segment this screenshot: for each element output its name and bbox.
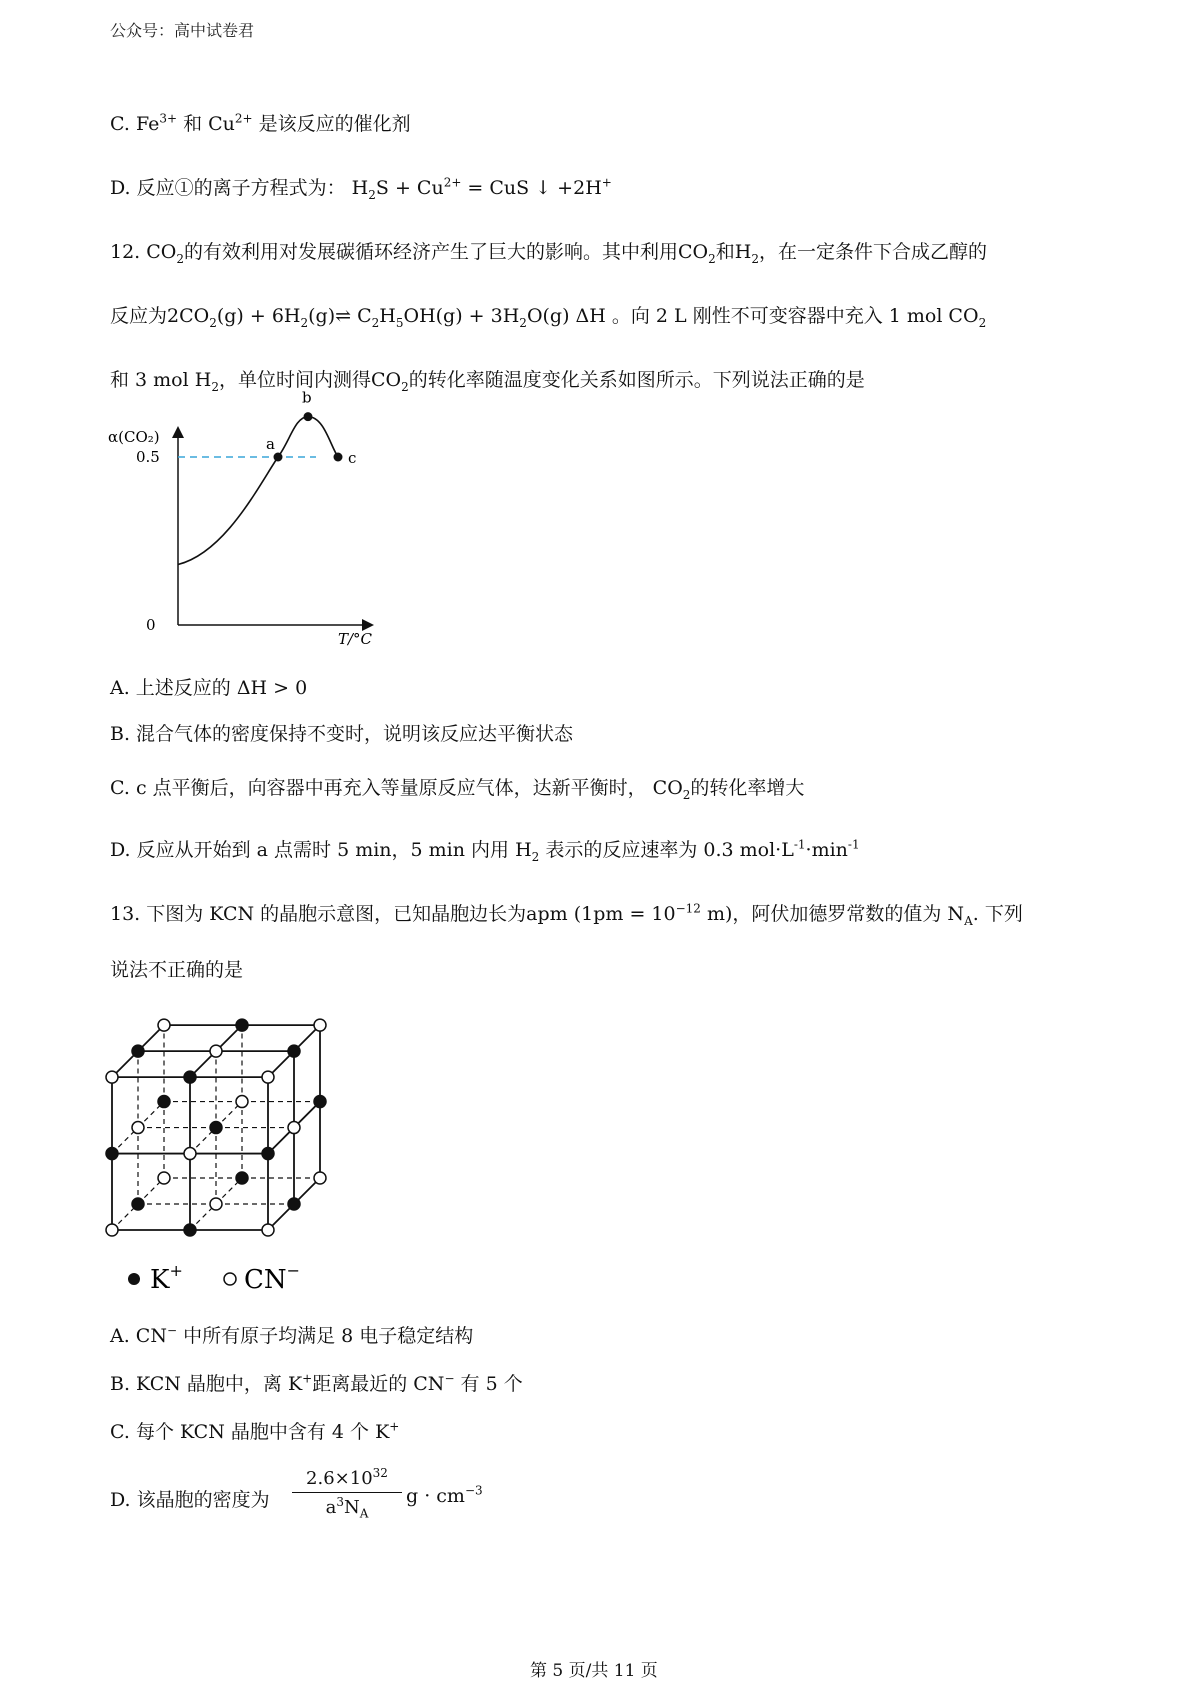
point-label-c: c	[348, 449, 357, 467]
k-ion	[288, 1045, 300, 1057]
q12-option-c: C. c 点平衡后，向容器中再充入等量原反应气体，达新平衡时， $CO_2$的转化率增大	[110, 777, 805, 802]
k-ion	[262, 1148, 274, 1160]
q13-option-d-label: D. 该晶胞的密度为	[110, 1489, 270, 1511]
k-ion	[158, 1096, 170, 1108]
q12-stem-line2: 反应为$2CO_2(g)$ + $6H_2(g)\rightleftharpoons$ $C_2H_5OH(g) + 3H_2O(g)$ ΔH 。向 2 L 刚性不可变容器中充入 1 mol $CO_2$	[110, 305, 987, 330]
q13-stem-line1: 13. 下图为 KCN 的晶胞示意图，已知晶胞边长为apm ($1pm = 10^{-12}$ m)，阿伏加德罗常数的值为 $N_A$. 下列	[110, 901, 1023, 928]
k-ion	[236, 1172, 248, 1184]
kcn-unit-cell-diagram	[100, 1000, 380, 1300]
q12-stem-line1: 12. $CO_2$的有效利用对发展碳循环经济产生了巨大的影响。其中利用$CO_2$和$H_2$，在一定条件下合成乙醇的	[110, 241, 988, 266]
density-unit: $g \cdot cm^{-3}$	[406, 1483, 483, 1507]
y-axis-label: α(CO₂)	[108, 428, 160, 446]
k-ion	[106, 1148, 118, 1160]
cn-ion	[158, 1172, 170, 1184]
conversion-chart	[100, 388, 420, 660]
legend-cn-marker	[224, 1273, 236, 1285]
x-axis-label: T/°C	[338, 630, 373, 648]
k-ion	[184, 1224, 196, 1236]
point-b	[304, 412, 313, 421]
k-ion	[132, 1198, 144, 1210]
legend-cn-label: CN−	[244, 1261, 301, 1295]
cn-ion	[184, 1148, 196, 1160]
cn-ion	[210, 1198, 222, 1210]
cn-ion	[106, 1071, 118, 1083]
cn-ion	[132, 1122, 144, 1134]
q12-option-a: A. 上述反应的 ΔH > 0	[110, 677, 308, 699]
k-ion	[236, 1019, 248, 1031]
point-a	[274, 453, 283, 462]
q11-option-c: C. $Fe^{3+}$ 和 $Cu^{2+}$ 是该反应的催化剂	[110, 111, 411, 135]
q13-option-c: C. 每个 KCN 晶胞中含有 4 个 K+	[110, 1419, 400, 1443]
density-fraction	[292, 1468, 402, 1519]
q13-stem-line2: 说法不正确的是	[110, 959, 244, 981]
cn-ion	[288, 1122, 300, 1134]
point-label-b: b	[302, 388, 312, 407]
cn-ion	[314, 1019, 326, 1031]
y-tick-label: 0.5	[136, 448, 160, 466]
k-ion	[132, 1045, 144, 1057]
cn-ion	[236, 1096, 248, 1108]
q13-option-a: A. CN− 中所有原子均满足 8 电子稳定结构	[110, 1323, 474, 1347]
q13-option-b: B. KCN 晶胞中，离 K+距离最近的 CN− 有 5 个	[110, 1371, 523, 1395]
cn-ion	[262, 1071, 274, 1083]
q12-option-d: D. 反应从开始到 a 点需时 5 min，5 min 内用 $H_2$ 表示的反应速率为 0.3 $mol\cdot L^{-1}\cdot\min^{-1}$	[110, 837, 860, 864]
k-ion	[288, 1198, 300, 1210]
fraction-numerator: $2.6\times 10^{32}$	[292, 1468, 402, 1493]
point-label-a: a	[266, 435, 275, 453]
fraction-denominator: $a^3N_A$	[325, 1495, 369, 1521]
cn-ion	[314, 1172, 326, 1184]
k-ion	[210, 1122, 222, 1134]
legend-k-label: K+	[150, 1261, 183, 1295]
q12-option-b: B. 混合气体的密度保持不变时，说明该反应达平衡状态	[110, 723, 574, 745]
page-footer: 第 5 页/共 11 页	[530, 1661, 658, 1681]
cn-ion	[106, 1224, 118, 1236]
q11-option-d: D. 反应①的离子方程式为： $H_2S + Cu^{2+}$ = CuS ↓ +2H+	[110, 175, 612, 202]
origin-label: 0	[146, 616, 156, 634]
conversion-curve	[178, 417, 338, 565]
cn-ion	[262, 1224, 274, 1236]
page-header: 公众号：高中试卷君	[110, 21, 255, 40]
k-ion	[314, 1096, 326, 1108]
point-c	[334, 453, 343, 462]
cn-ion	[158, 1019, 170, 1031]
k-ion	[184, 1071, 196, 1083]
q12-stem-line3: 和 3 mol $H_2$，单位时间内测得$CO_2$的转化率随温度变化关系如图所示。下列说法正确的是	[110, 369, 865, 394]
cn-ion	[210, 1045, 222, 1057]
legend-k-marker	[128, 1273, 140, 1285]
